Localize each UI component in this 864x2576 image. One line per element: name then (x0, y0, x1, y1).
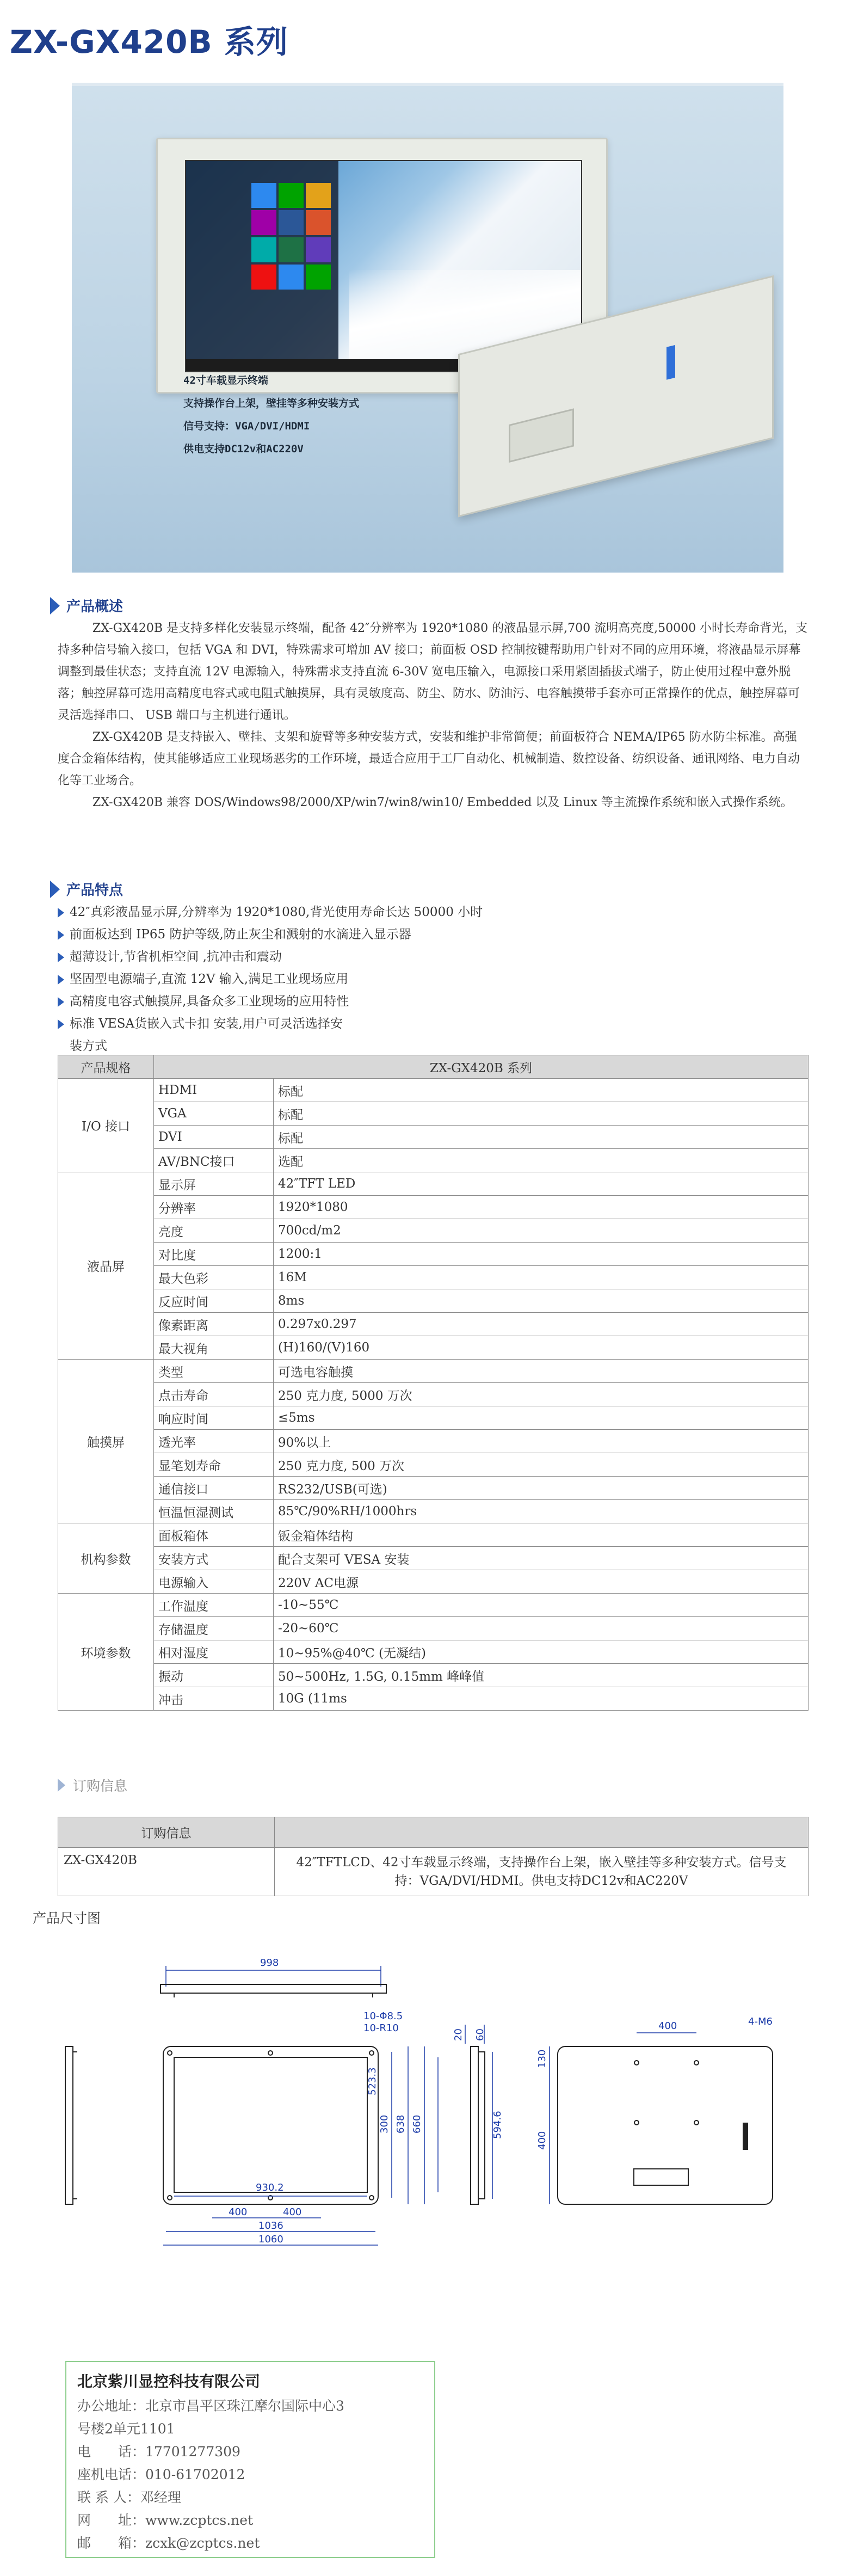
feature-item (58, 1013, 809, 1035)
spec-row (58, 1126, 809, 1149)
bullet-icon (58, 908, 64, 918)
spec-key: 相对湿度 (154, 1640, 274, 1664)
feature-text: 标准 VESA货嵌入式卡扣 安装,用户可灵活选择安 (70, 1017, 343, 1031)
back-view-drawing (536, 2016, 773, 2204)
front-view-drawing (163, 2011, 438, 2245)
order-description: 42″TFTLCD、42寸车载显示终端，支持操作台上架，嵌入壁挂等多种安装方式。信号支持：VGA/DVI/HDMI。供电支持DC12v和AC220V (275, 1848, 809, 1896)
spec-key: 冲击 (154, 1687, 274, 1711)
spec-row (58, 1102, 809, 1126)
spec-row (58, 1172, 809, 1196)
spec-value: 250 克力度, 500 万次 (274, 1453, 809, 1477)
features-heading (50, 879, 809, 899)
spec-key: 亮度 (154, 1219, 274, 1243)
spec-value: 标配 (274, 1102, 809, 1126)
contact-phone: 电 话：17701277309 (77, 2444, 240, 2460)
dim-text-300: 300 (379, 2114, 390, 2134)
spec-key: 反应时间 (154, 1289, 274, 1313)
spec-value: 配合支架可 VESA 安装 (274, 1547, 809, 1570)
spec-row (58, 1523, 809, 1547)
spec-key: 工作温度 (154, 1594, 274, 1617)
bullet-icon (58, 930, 64, 940)
spec-value: 85℃/90%RH/1000hrs (274, 1500, 809, 1523)
spec-group-name: 机构参数 (58, 1523, 154, 1594)
spec-row (58, 1149, 809, 1172)
spec-key: 存储温度 (154, 1617, 274, 1640)
rear-label (666, 345, 675, 380)
bullet-icon (58, 975, 64, 985)
spec-row (58, 1079, 809, 1102)
spec-value: 1200:1 (274, 1243, 809, 1266)
spec-value: 10G (11ms (274, 1687, 809, 1711)
dim-text-594: 594.6 (492, 2111, 503, 2139)
features-section (58, 879, 809, 1058)
spec-row (58, 1430, 809, 1453)
spec-row (58, 1289, 809, 1313)
hero-product-image (72, 83, 783, 573)
spec-value: 50~500Hz, 1.5G, 0.15mm 峰峰值 (274, 1664, 809, 1687)
triangle-icon (50, 597, 60, 614)
bullet-icon (58, 1019, 64, 1029)
overview-paragraph: ZX-GX420B 是支持嵌入、壁挂、支架和旋臂等多种安装方式，安装和维护非常简便；前面板符合 NEMA/IP65 防水防尘标准。高强度合金箱体结构，使其能够适应工业现场恶劣的工作环境，最适合应用于工厂自动化、机械制造、数控设备、纺织设备、通讯网络、电力自动化等工业场合。 (58, 730, 800, 788)
spec-row (58, 1617, 809, 1640)
bullet-icon (58, 952, 64, 962)
spec-key: 响应时间 (154, 1406, 274, 1430)
dim-text-930: 930.2 (256, 2182, 284, 2193)
spec-value: 250 克力度, 5000 万次 (274, 1383, 809, 1406)
spec-key: 显笔划寿命 (154, 1453, 274, 1477)
overview-heading-label: 产品概述 (66, 599, 124, 615)
spec-table-body (58, 1079, 809, 1711)
spec-key: 安装方式 (154, 1547, 274, 1570)
hero-feature: 支持操作台上架，壁挂等多种安装方式 (183, 397, 360, 409)
dim-text-back-400h: 400 (536, 2131, 548, 2150)
spec-group-name: I/O 接口 (58, 1079, 154, 1172)
contact-landline: 座机电话：010-61702012 (77, 2467, 245, 2482)
hero-feature: 供电支持DC12v和AC220V (183, 443, 304, 455)
hero-feature: 信号支持：VGA/DVI/HDMI (183, 420, 310, 432)
spec-group-name: 触摸屏 (58, 1360, 154, 1523)
contact-company: 北京紫川显控科技有限公司 (77, 2372, 261, 2390)
spec-header-cell: 产品规格 (58, 1055, 154, 1079)
rear-port-panel (509, 408, 574, 463)
contact-email[interactable]: 邮 箱：zcxk@zcptcs.net (77, 2535, 260, 2551)
contact-address: 办公地址：北京市昌平区珠江摩尔国际中心3 (77, 2398, 344, 2414)
contact-person: 联 系 人：邓经理 (77, 2489, 181, 2505)
feature-text: 前面板达到 IP65 防护等级,防止灰尘和溅射的水滴进入显示器 (70, 927, 411, 942)
dim-text-400b: 400 (283, 2206, 302, 2218)
spec-value: 标配 (274, 1126, 809, 1149)
spec-value: 90%以上 (274, 1430, 809, 1453)
feature-item (58, 946, 809, 968)
order-heading-label: 订购信息 (73, 1778, 128, 1794)
dim-text-1060: 1060 (258, 2234, 283, 2245)
spec-row (58, 1383, 809, 1406)
feature-item-continued (58, 1035, 809, 1058)
dim-text-400a: 400 (229, 2206, 248, 2218)
dim-text-1036: 1036 (258, 2220, 283, 2231)
spec-group-name: 液晶屏 (58, 1172, 154, 1360)
spec-key: 显示屏 (154, 1172, 274, 1196)
spec-key: DVI (154, 1126, 274, 1149)
dimension-drawings (49, 1938, 832, 2286)
order-table (58, 1817, 809, 1896)
spec-key: 分辨率 (154, 1196, 274, 1219)
spec-key: 最大视角 (154, 1336, 274, 1360)
spec-value: 8ms (274, 1289, 809, 1313)
overview-paragraph: ZX-GX420B 兼容 DOS/Windows98/2000/XP/win7/win8/win10/ Embedded 以及 Linux 等主流操作系统和嵌入式操作系统。 (92, 796, 793, 809)
spec-row (58, 1336, 809, 1360)
spec-value: 钣金箱体结构 (274, 1523, 809, 1547)
spec-key: VGA (154, 1102, 274, 1126)
spec-value: 标配 (274, 1079, 809, 1102)
contact-website[interactable]: 网 址：www.zcptcs.net (77, 2512, 254, 2528)
spec-row (58, 1243, 809, 1266)
spec-table (58, 1055, 809, 1711)
spec-row (58, 1547, 809, 1570)
contact-address-2: 号楼2单元1101 (77, 2421, 175, 2437)
dim-text-998: 998 (260, 1957, 279, 1969)
spec-row (58, 1406, 809, 1430)
spec-key: HDMI (154, 1079, 274, 1102)
order-model: ZX-GX420B (58, 1848, 275, 1896)
spec-row (58, 1640, 809, 1664)
triangle-icon (58, 1779, 65, 1792)
spec-key: 电源输入 (154, 1570, 274, 1594)
overview-paragraph: ZX-GX420B 是支持多样化安装显示终端，配备 42″分辨率为 1920*1080 的液晶显示屏,700 流明高亮度,50000 小时长寿命背光，支持多种信号输入接口，包括 VGA 和 DVI，特殊需求可增加 AV 接口；前面板 OSD 控制按键帮助用户针对不同的应用环境，将液晶显示屏幕调整到最佳状态；支持直流 12V 电源输入，特殊需求支持直流 6-30V 宽电压输入，电源接口采用紧固插拔式端子，防止使用过程中意外脱落；触控屏幕可选用高精度电容式或电阻式触摸屏，具有灵敏度高、防尘、防水、防油污、电容触摸带手套亦可正常操作的优点，触控屏幕可灵活选择串口、 USB 端口与主机进行通讯。 (58, 622, 808, 722)
spec-value: -10~55℃ (274, 1594, 809, 1617)
spec-key: 透光率 (154, 1430, 274, 1453)
spec-row (58, 1196, 809, 1219)
spec-value: -20~60℃ (274, 1617, 809, 1640)
contact-card (65, 2361, 435, 2558)
spec-value: 0.297x0.297 (274, 1313, 809, 1336)
order-heading (58, 1775, 127, 1795)
order-table-header (58, 1817, 809, 1848)
feature-text: 超薄设计,节省机柜空间 ,抗冲击和震动 (70, 950, 282, 964)
feature-text: 高精度电容式触摸屏,具备众多工业现场的应用特性 (70, 994, 349, 1009)
spec-value: 可选电容触摸 (274, 1360, 809, 1383)
spec-row (58, 1570, 809, 1594)
spec-row (58, 1664, 809, 1687)
page-title: ZX-GX420B 系列 (10, 23, 288, 60)
spec-row (58, 1266, 809, 1289)
start-menu-graphic (186, 161, 338, 372)
spec-row (58, 1477, 809, 1500)
spec-table-header (58, 1055, 809, 1079)
spec-key: 恒温恒湿测试 (154, 1500, 274, 1523)
order-header-cell: 订购信息 (58, 1817, 275, 1848)
overview-section (58, 595, 809, 814)
dim-text-660: 660 (411, 2114, 423, 2134)
features-heading-label: 产品特点 (66, 882, 124, 899)
spec-row (58, 1500, 809, 1523)
spec-value: 1920*1080 (274, 1196, 809, 1219)
top-view-drawing (161, 1957, 386, 1997)
dim-text-hole: 10-Φ8.5 (363, 2011, 403, 2022)
left-side-view-drawing (65, 2046, 77, 2204)
spec-group-name: 环境参数 (58, 1594, 154, 1711)
dim-text-m6: 4-M6 (748, 2016, 773, 2027)
spec-value: 700cd/m2 (274, 1219, 809, 1243)
dim-text-130: 130 (536, 2049, 548, 2068)
feature-item (58, 968, 809, 991)
dim-text-60: 60 (474, 2028, 486, 2041)
feature-item (58, 901, 809, 924)
spec-key: 最大色彩 (154, 1266, 274, 1289)
feature-item (58, 991, 809, 1013)
order-row (58, 1848, 809, 1896)
dim-text-523: 523.3 (367, 2067, 378, 2095)
bullet-icon (58, 997, 64, 1007)
feature-text: 装方式 (70, 1039, 107, 1053)
spec-key: 振动 (154, 1664, 274, 1687)
spec-row (58, 1313, 809, 1336)
spec-row (58, 1594, 809, 1617)
spec-key: 类型 (154, 1360, 274, 1383)
spec-value: 42″TFT LED (274, 1172, 809, 1196)
spec-value: 220V AC电源 (274, 1570, 809, 1594)
spec-value: 10~95%@40℃ (无凝结) (274, 1640, 809, 1664)
spec-value: ≤5ms (274, 1406, 809, 1430)
spec-row (58, 1219, 809, 1243)
feature-text: 42″真彩液晶显示屏,分辨率为 1920*1080,背光使用寿命长达 50000 小时 (70, 905, 483, 919)
spec-key: 点击寿命 (154, 1383, 274, 1406)
spec-row (58, 1687, 809, 1711)
spec-key: AV/BNC接口 (154, 1149, 274, 1172)
spec-value: RS232/USB(可选) (274, 1477, 809, 1500)
side-view-drawing (453, 2025, 503, 2204)
spec-row (58, 1453, 809, 1477)
hero-feature: 42寸车载显示终端 (183, 374, 268, 386)
spec-value: 选配 (274, 1149, 809, 1172)
triangle-icon (50, 881, 60, 898)
order-header-cell (275, 1817, 809, 1848)
dim-text-638: 638 (395, 2114, 406, 2134)
spec-key: 像素距离 (154, 1313, 274, 1336)
spec-row (58, 1360, 809, 1383)
spec-key: 通信接口 (154, 1477, 274, 1500)
spec-key: 对比度 (154, 1243, 274, 1266)
spec-value: 16M (274, 1266, 809, 1289)
dim-text-radius: 10-R10 (363, 2022, 399, 2034)
dimension-label: 产品尺寸图 (33, 1910, 101, 1926)
hero-feature-list (183, 369, 359, 460)
feature-item (58, 924, 809, 946)
dim-text-back-400: 400 (658, 2020, 677, 2032)
overview-heading (50, 595, 809, 616)
spec-value: (H)160/(V)160 (274, 1336, 809, 1360)
feature-text: 坚固型电源端子,直流 12V 输入,满足工业现场应用 (70, 972, 349, 986)
spec-header-cell: ZX-GX420B 系列 (154, 1055, 809, 1079)
dim-text-20: 20 (453, 2028, 464, 2041)
spec-key: 面板箱体 (154, 1523, 274, 1547)
